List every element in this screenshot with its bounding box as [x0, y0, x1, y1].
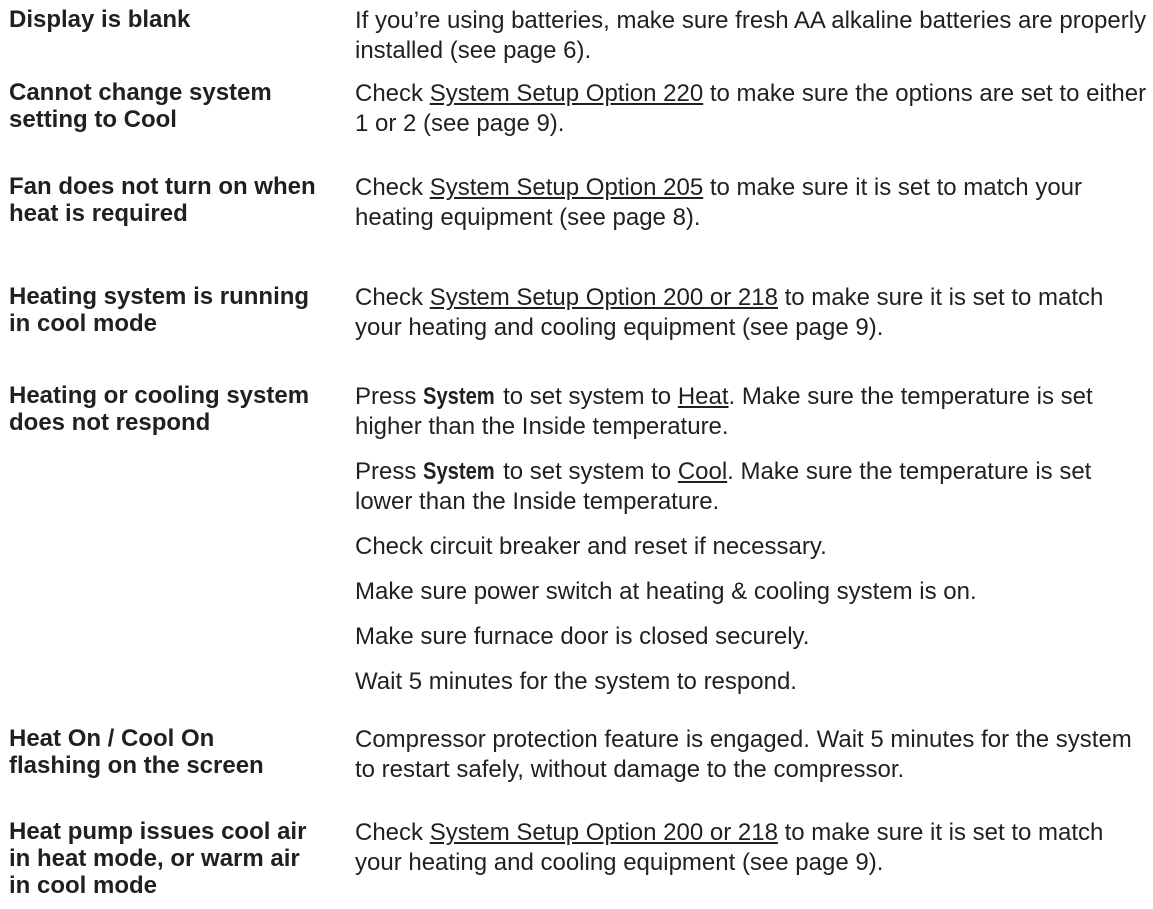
- solution-text-segment: Make sure power switch at heating & cooling system is on.: [355, 578, 977, 605]
- solution-text-segment: to make sure it is set to match your heating and cooling equipment (see page 9).: [355, 284, 1104, 341]
- solution-text-segment: to make sure it is set to match your heating equipment (see page 8).: [355, 174, 1083, 231]
- solution-text-segment: Check: [355, 284, 430, 311]
- solution-text: [355, 173, 1150, 248]
- solution-paragraph: [355, 818, 1150, 878]
- solution-text-segment: Check: [355, 819, 430, 846]
- solution-text: [355, 382, 1150, 712]
- solution-text-segment: Press: [355, 458, 424, 485]
- solution-text: [355, 6, 1150, 81]
- problem-label: Heat On / Cool On flashing on the screen: [9, 725, 264, 779]
- solution-paragraph: [355, 6, 1150, 66]
- solution-text-segment: to make sure it is set to match your heating and cooling equipment (see page 9).: [355, 819, 1104, 876]
- solution-paragraph: [355, 667, 1150, 697]
- solution-text-segment: Check: [355, 174, 430, 201]
- solution-text-segment: to set system to: [496, 383, 678, 410]
- reference-link-text: Heat: [677, 383, 729, 410]
- problem-label: Fan does not turn on when heat is required: [9, 173, 316, 227]
- problem-label: Display is blank: [9, 6, 191, 33]
- problem-label: Cannot change system setting to Cool: [9, 79, 272, 133]
- reference-link-text: System Setup Option 220: [429, 80, 704, 107]
- solution-paragraph: [355, 457, 1150, 517]
- solution-text: [355, 725, 1150, 800]
- solution-text-segment: Press: [355, 383, 424, 410]
- solution-text-segment: Compressor protection feature is engaged. Wait 5 minutes for the system to restart safely, without damage to the compressor.: [355, 726, 1132, 783]
- problem-label: Heating system is running in cool mode: [9, 283, 310, 337]
- system-key-label: System: [423, 383, 495, 410]
- solution-paragraph: [355, 577, 1150, 607]
- solution-text-segment: If you’re using batteries, make sure fresh AA alkaline batteries are properly installed (see page 6).: [355, 7, 1147, 64]
- reference-link-text: System Setup Option 205: [429, 174, 704, 201]
- solution-paragraph: [355, 173, 1150, 233]
- solution-text-segment: . Make sure the temperature is set lower than the Inside temperature.: [355, 458, 1092, 515]
- solution-text-segment: Check circuit breaker and reset if necessary.: [355, 533, 827, 560]
- solution-text-segment: . Make sure the temperature is set higher than the Inside temperature.: [355, 383, 1093, 440]
- reference-link-text: Cool: [677, 458, 728, 485]
- solution-paragraph: [355, 382, 1150, 442]
- system-key-label: System: [423, 458, 495, 485]
- solution-text-segment: to make sure the options are set to either 1 or 2 (see page 9).: [355, 80, 1147, 137]
- solution-text-segment: Make sure furnace door is closed securely.: [355, 623, 810, 650]
- solution-paragraph: [355, 283, 1150, 343]
- solution-paragraph: [355, 79, 1150, 139]
- solution-paragraph: [355, 532, 1150, 562]
- solution-text-segment: Check: [355, 80, 430, 107]
- solution-text: [355, 818, 1150, 893]
- solution-paragraph: [355, 725, 1150, 785]
- problem-label: Heat pump issues cool air in heat mode, or warm air in cool mode: [9, 818, 307, 899]
- solution-text-segment: to set system to: [496, 458, 678, 485]
- solution-text-segment: Wait 5 minutes for the system to respond.: [355, 668, 797, 695]
- reference-link-text: System Setup Option 200 or 218: [429, 819, 778, 846]
- problem-label: Heating or cooling system does not respond: [9, 382, 310, 436]
- solution-paragraph: [355, 622, 1150, 652]
- reference-link-text: System Setup Option 200 or 218: [429, 284, 778, 311]
- solution-text: [355, 283, 1150, 358]
- solution-text: [355, 79, 1150, 154]
